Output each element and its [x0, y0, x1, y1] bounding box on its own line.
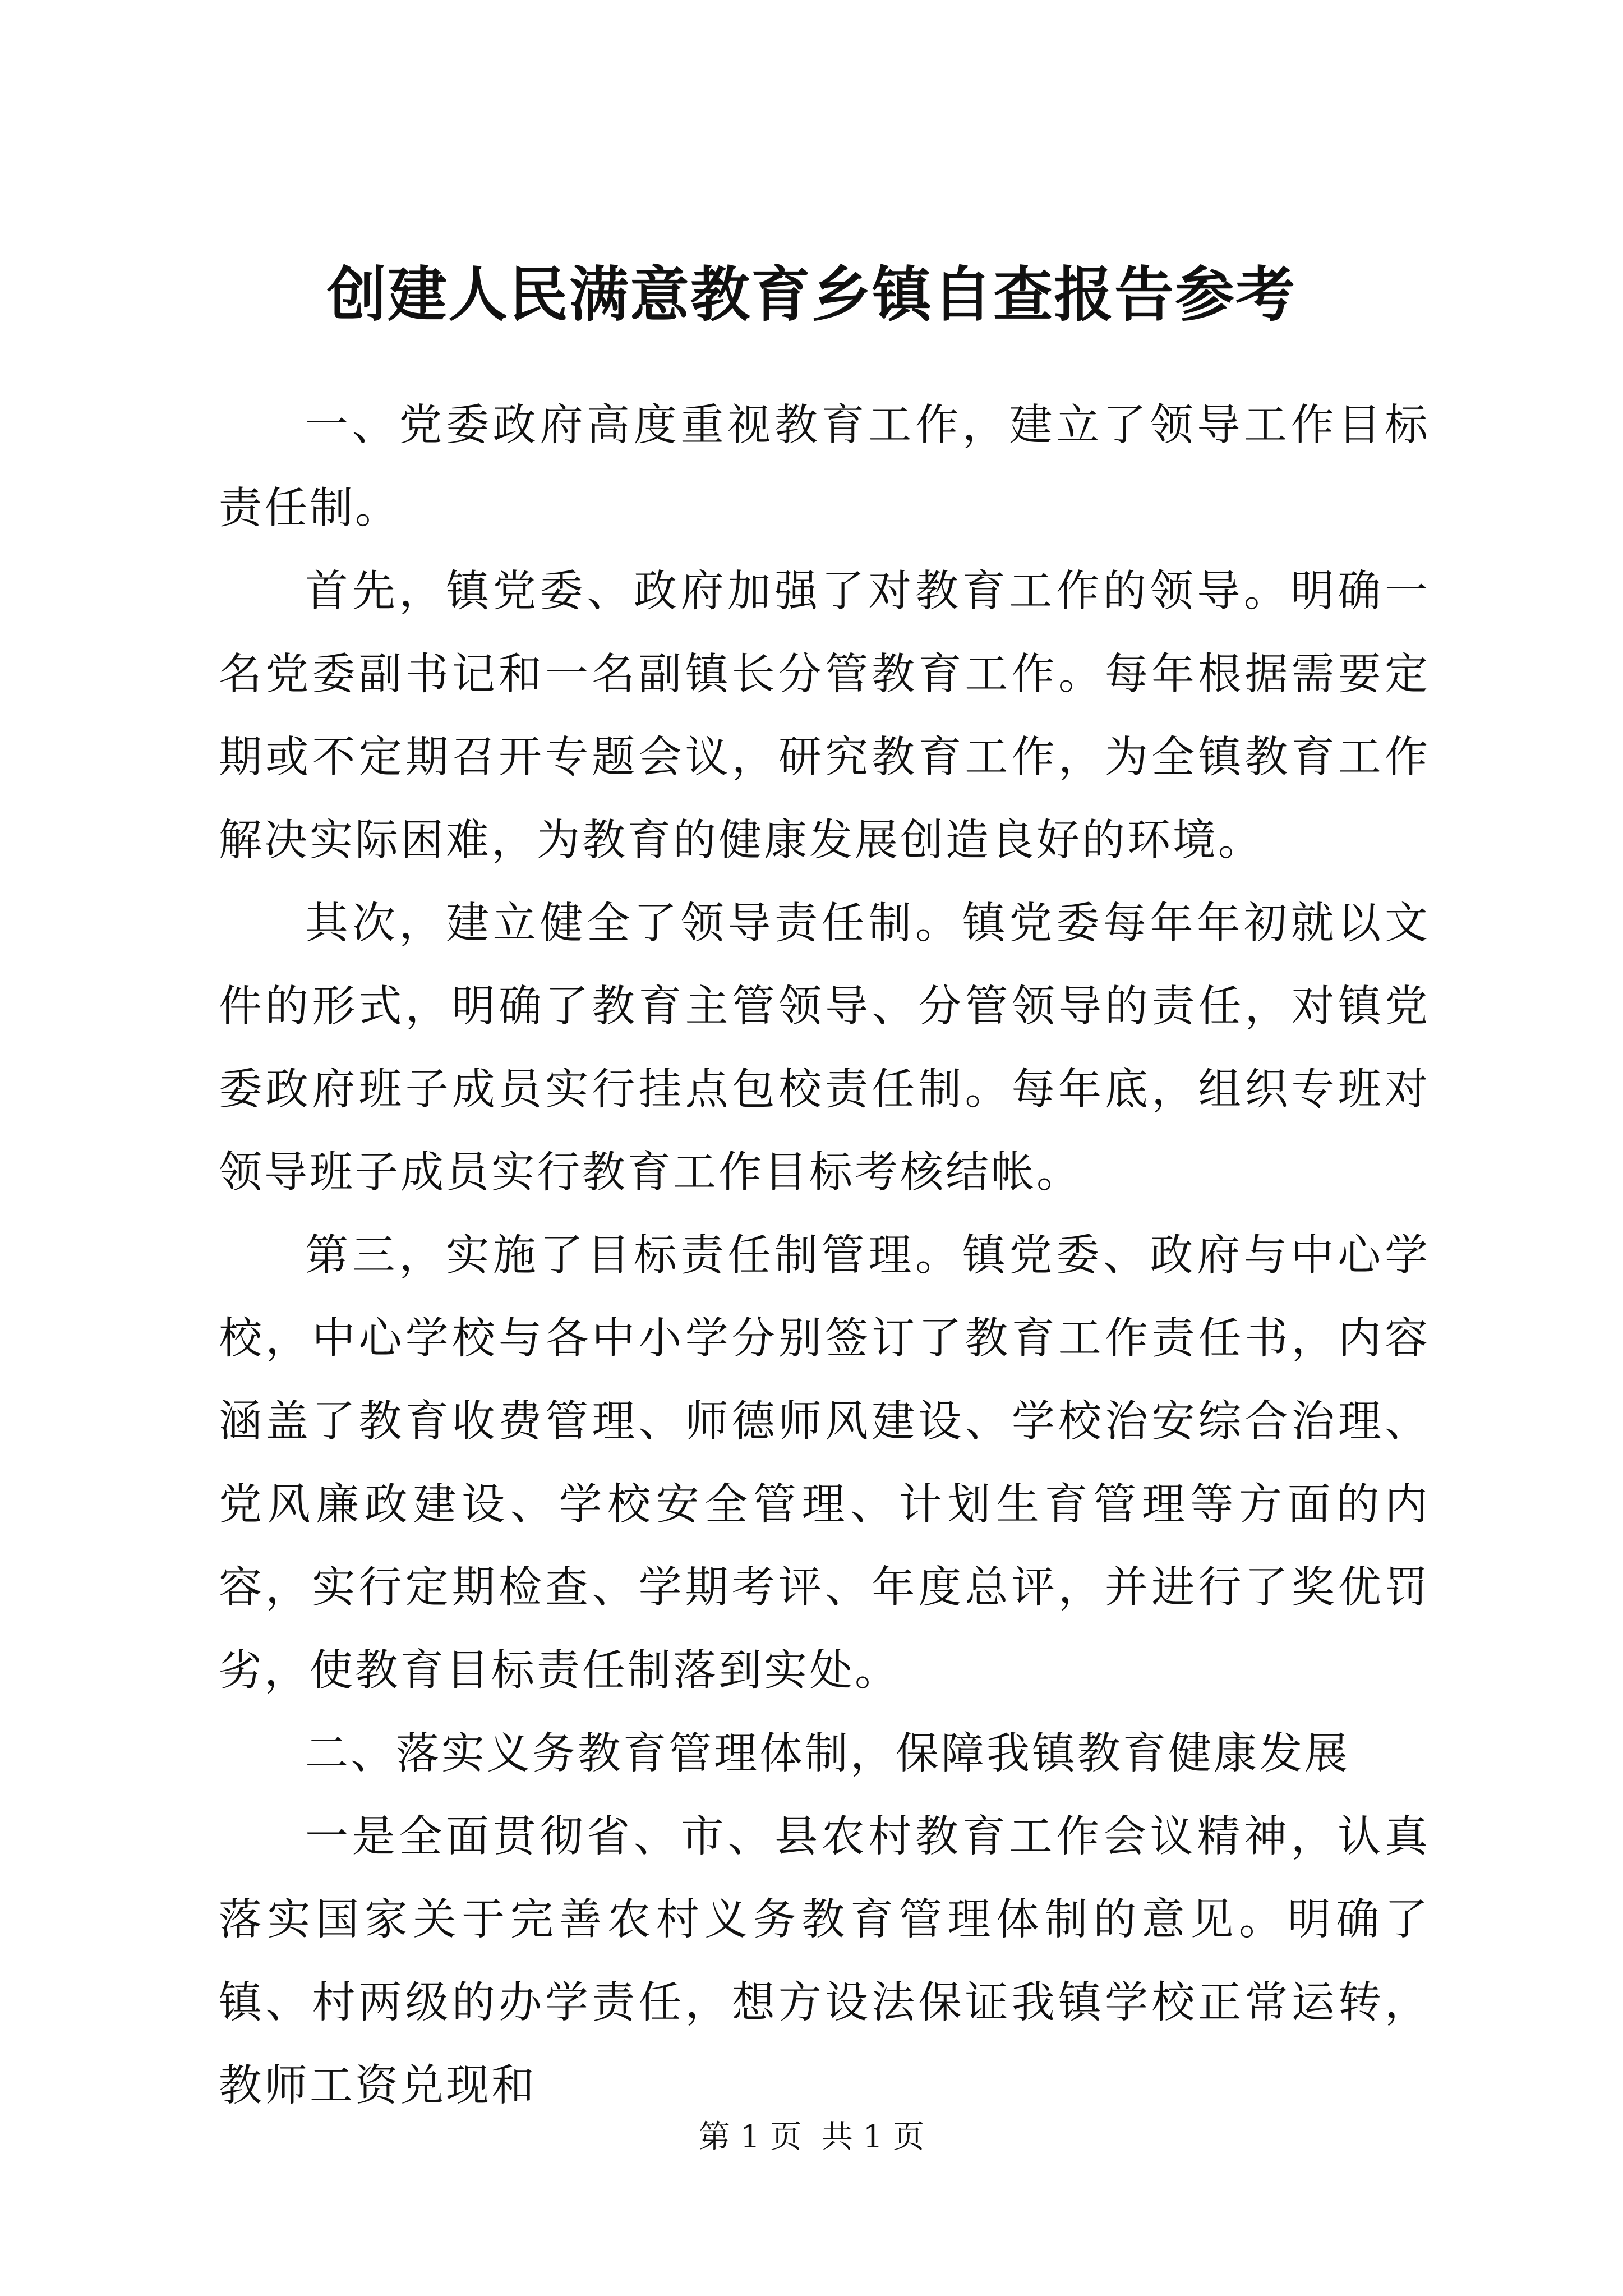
paragraph-second: 其次，建立健全了领导责任制。镇党委每年年初就以文件的形式，明确了教育主管领导、分管领导的责任，对镇党委政府班子成员实行挂点包校责任制。每年底，组织专班对领导班子成员实行教育工作目标考核结帐。	[219, 899, 1430, 1198]
page-number-label: 第 1 页 共 1 页	[698, 2119, 925, 2155]
paragraph-first: 首先，镇党委、政府加强了对教育工作的领导。明确一名党委副书记和一名副镇长分管教育工作。每年根据需要定期或不定期召开专题会议，研究教育工作，为全镇教育工作解决实际困难，为教育的健康发展创造良好的环境。	[219, 567, 1430, 866]
document-body	[219, 384, 1430, 2128]
document-title: 创建人民满意教育乡镇自查报告参考	[327, 259, 1296, 329]
paragraph-section-1-heading: 一、党委政府高度重视教育工作，建立了领导工作目标责任制。	[219, 401, 1430, 533]
paragraph-section-2-heading: 二、落实义务教育管理体制，保障我镇教育健康发展	[305, 1729, 1350, 1779]
page-footer	[0, 2115, 1623, 2160]
paragraph-section-2-first: 一是全面贯彻省、市、县农村教育工作会议精神，认真落实国家关于完善农村义务教育管理体制的意见。明确了镇、村两级的办学责任，想方设法保证我镇学校正常运转，教师工资兑现和	[219, 1812, 1430, 2111]
paragraph-third: 第三，实施了目标责任制管理。镇党委、政府与中心学校，中心学校与各中小学分别签订了教育工作责任书，内容涵盖了教育收费管理、师德师风建设、学校治安综合治理、党风廉政建设、学校安全管理、计划生育管理等方面的内容，实行定期检查、学期考评、年度总评，并进行了奖优罚劣，使教育目标责任制落到实处。	[219, 1231, 1430, 1696]
